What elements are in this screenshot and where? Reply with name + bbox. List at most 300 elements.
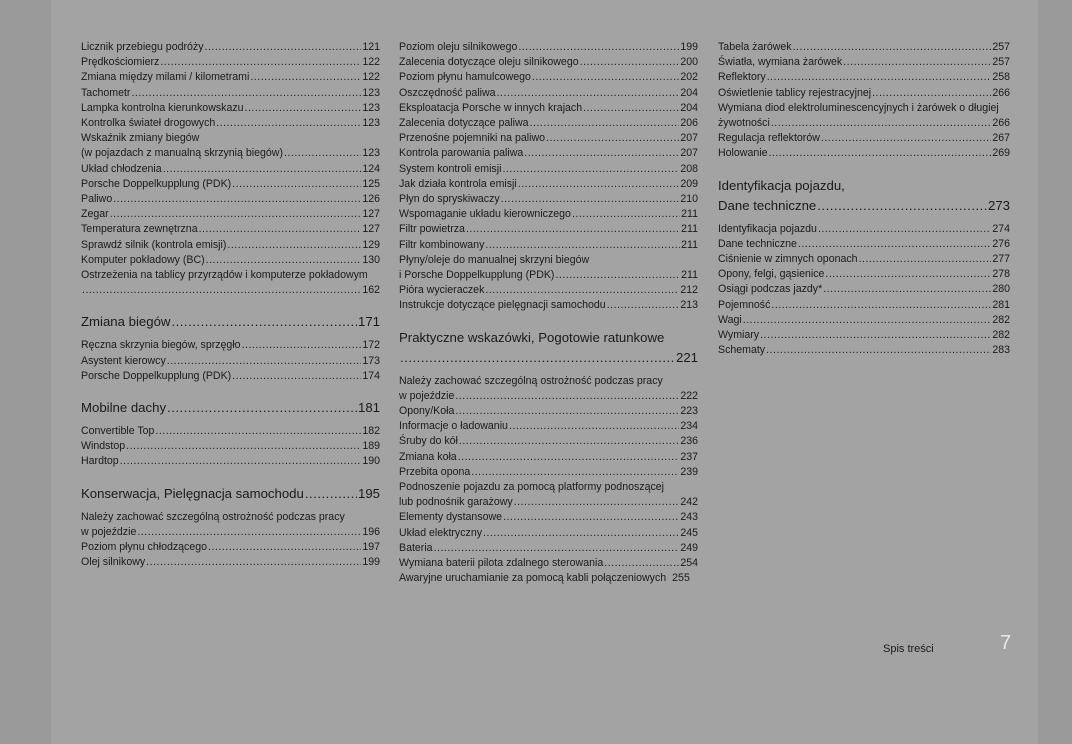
toc-entry	[399, 283, 698, 298]
dot-leader	[514, 495, 680, 510]
toc-entry-title: Informacje o ładowaniu	[399, 420, 508, 433]
toc-page-number: 211	[681, 208, 698, 221]
toc-entry	[399, 238, 698, 253]
dot-leader	[604, 556, 679, 571]
toc-entry-title: Zegar	[81, 208, 109, 221]
dot-leader	[743, 313, 992, 328]
toc-entry-title: Oszczędność paliwa	[399, 86, 496, 99]
dot-leader	[163, 162, 362, 177]
toc-entry-title: Convertible Top	[81, 425, 155, 438]
toc-entry-title-line: Identyfikacja pojazdu,	[718, 177, 845, 193]
toc-entry-title: Reflektory	[718, 71, 766, 84]
dot-leader	[583, 101, 679, 116]
toc-entry-title: Awaryjne uruchamianie za pomocą kabli połączeniowych	[399, 572, 667, 585]
toc-entry-title: Poziom płynu chłodzącego	[81, 541, 208, 554]
toc-entry	[81, 162, 380, 177]
dot-leader	[455, 389, 679, 404]
toc-page-number: 222	[680, 389, 698, 402]
toc-entry-title: Zalecenia dotyczące paliwa	[399, 117, 529, 130]
dot-leader	[146, 555, 361, 570]
toc-page-number: 125	[362, 177, 380, 190]
toc-entry-title: Schematy	[718, 344, 766, 357]
dot-leader	[120, 454, 362, 469]
toc-page-number: 204	[680, 86, 698, 99]
toc-entry-title: Filtr kombinowany	[399, 238, 485, 251]
toc-column-2	[399, 40, 698, 587]
dot-leader	[126, 439, 361, 454]
dot-leader	[580, 55, 680, 70]
dot-leader	[509, 419, 679, 434]
toc-entry-title-line: Ostrzeżenia na tablicy przyrządów i komputerze pokładowym	[81, 269, 368, 282]
toc-entry-title-line: Podnoszenie pojazdu za pomocą platformy podnoszącej	[399, 481, 665, 494]
toc-entry-title: Bateria	[399, 541, 433, 554]
toc-page-number: 129	[362, 238, 380, 251]
toc-page-number: 122	[362, 56, 380, 69]
toc-entry-title: Układ elektryczny	[399, 526, 483, 539]
dot-leader	[131, 86, 361, 101]
toc-entry	[81, 338, 380, 353]
toc-entry-title: Olej silnikowy	[81, 556, 146, 569]
toc-page-number: 196	[362, 525, 380, 538]
toc-page-number: 267	[992, 132, 1010, 145]
dot-leader	[823, 282, 991, 297]
dot-leader	[216, 116, 361, 131]
toc-page-number: 274	[992, 222, 1010, 235]
toc-entry	[399, 70, 698, 85]
toc-entry-title: Oświetlenie tablicy rejestracyjnej	[718, 86, 872, 99]
toc-page-number: 242	[680, 496, 698, 509]
dot-leader	[771, 298, 991, 313]
toc-entry-title: Zmiana koła	[399, 450, 457, 463]
toc-page-number: 200	[680, 56, 698, 69]
dot-leader	[206, 253, 362, 268]
dot-leader	[113, 192, 361, 207]
toc-page-number: 237	[680, 450, 698, 463]
toc-entry-title: Wymiana baterii pilota zdalnego sterowania	[399, 557, 604, 570]
toc-page-number: 124	[362, 162, 380, 175]
dot-leader	[485, 283, 679, 298]
toc-entry-title-line: Wskaźnik zmiany biegów	[81, 132, 200, 145]
toc-entry-title: Układ chłodzenia	[81, 162, 162, 175]
toc-page-number: 258	[992, 71, 1010, 84]
toc-page-number: 162	[362, 284, 380, 297]
toc-page-number: 207	[680, 132, 698, 145]
toc-entry	[718, 101, 1010, 131]
toc-entry-title-line: Należy zachować szczególną ostrożność podczas pracy	[399, 374, 663, 387]
toc-entry-title: Eksploatacja Porsche w innych krajach	[399, 101, 583, 114]
page-number: 7	[1000, 632, 1012, 654]
dot-leader	[768, 146, 991, 161]
toc-entry	[399, 55, 698, 70]
toc-entry-title: Windstop	[81, 440, 126, 453]
toc-entry-title: Prędkościomierz	[81, 56, 160, 69]
toc-entry-title-line: Praktyczne wskazówki, Pogotowie ratunkowe	[399, 329, 665, 345]
toc-entry	[718, 86, 1010, 101]
dot-leader	[232, 177, 361, 192]
toc-page-number: 257	[992, 56, 1010, 69]
toc-page-number: 221	[675, 349, 698, 365]
toc-entry	[718, 267, 1010, 282]
toc-page-number: 277	[992, 253, 1010, 266]
dot-leader	[458, 450, 680, 465]
toc-entry-title: Sprawdź silnik (kontrola emisji)	[81, 238, 227, 251]
toc-entry-title: Wagi	[718, 313, 742, 326]
toc-entry-title: Licznik przebiegu podróży	[81, 41, 204, 53]
toc-page-number: 243	[680, 511, 698, 524]
toc-page-number: 199	[362, 556, 380, 569]
toc-entry-title: Lampka kontrolna kierunkowskazu	[81, 101, 244, 114]
toc-page-number: 276	[992, 237, 1010, 250]
toc-entry-title: Instrukcje dotyczące pielęgnacji samochodu	[399, 299, 606, 312]
dot-leader	[872, 86, 991, 101]
toc-entry-title: Regulacja reflektorów	[718, 132, 820, 145]
toc-page-number: 282	[992, 329, 1010, 342]
dot-leader	[459, 434, 679, 449]
toc-section-heading	[718, 176, 1010, 216]
toc-page-number: 204	[680, 101, 698, 114]
toc-page-number: 207	[680, 147, 698, 160]
toc-section-heading	[81, 398, 380, 418]
toc-entry	[718, 343, 1010, 358]
dot-leader	[532, 70, 679, 85]
toc-entry-title: (w pojazdach z manualną skrzynią biegów)	[81, 147, 283, 160]
dot-leader	[155, 424, 361, 439]
dot-leader	[825, 267, 991, 282]
dot-leader	[843, 55, 991, 70]
toc-entry-title: System kontroli emisji	[399, 162, 502, 175]
toc-entry	[399, 298, 698, 313]
toc-page-number: 174	[362, 369, 380, 382]
dot-leader	[199, 222, 362, 237]
toc-page-number: 236	[680, 435, 698, 448]
toc-entry	[399, 101, 698, 116]
toc-page-number: 208	[680, 162, 698, 175]
toc-entry-title: Komputer pokładowy (BC)	[81, 253, 205, 266]
toc-page-number: 122	[362, 71, 380, 84]
toc-entry	[81, 86, 380, 101]
toc-page-number: 206	[680, 117, 698, 130]
toc-entry	[81, 207, 380, 222]
toc-entry	[81, 238, 380, 253]
toc-entry-title-line: Wymiana diod elektroluminescencyjnych i żarówek o długiej	[718, 101, 999, 114]
toc-entry	[718, 313, 1010, 328]
toc-entry-title: i Porsche Doppelkupplung (PDK)	[399, 269, 555, 282]
toc-entry-title: Zmiana między milami / kilometrami	[81, 71, 250, 84]
dot-leader	[284, 146, 361, 161]
toc-page-number: 123	[362, 117, 380, 130]
toc-entry	[399, 374, 698, 404]
toc-section-heading	[81, 484, 380, 504]
toc-entry-title: Konserwacja, Pielęgnacja samochodu	[81, 485, 304, 501]
toc-entry	[399, 162, 698, 177]
dot-leader	[793, 40, 992, 55]
toc-entry-title: Temperatura zewnętrzna	[81, 223, 198, 236]
toc-page-number: 127	[362, 208, 380, 221]
toc-entry-title: Pojemność	[718, 298, 771, 311]
toc-entry-title: Ciśnienie w zimnych oponach	[718, 253, 858, 266]
toc-entry-title: Ręczna skrzynia biegów, sprzęgło	[81, 339, 241, 352]
dot-leader	[485, 238, 680, 253]
toc-entry-title: Osiągi podczas jazdy*	[718, 283, 823, 296]
dot-leader	[471, 465, 679, 480]
toc-entry-title: Holowanie	[718, 147, 768, 160]
toc-page-number: 123	[362, 101, 380, 114]
toc-page-number: 190	[362, 455, 380, 468]
toc-page-number: 280	[992, 283, 1010, 296]
toc-entry	[399, 146, 698, 161]
dot-leader	[821, 131, 991, 146]
toc-entry	[81, 268, 380, 298]
toc-entry	[718, 55, 1010, 70]
toc-entry	[399, 434, 698, 449]
toc-entry	[81, 192, 380, 207]
toc-page-number: 234	[680, 420, 698, 433]
dot-leader	[817, 196, 987, 216]
dot-leader	[250, 70, 361, 85]
toc-entry-title: Porsche Doppelkupplung (PDK)	[81, 369, 232, 382]
toc-entry-title: lub podnośnik garażowy	[399, 496, 513, 509]
toc-entry-title: Tachometr	[81, 86, 131, 99]
dot-leader	[497, 86, 680, 101]
toc-page-number: 211	[681, 269, 698, 282]
dot-leader	[572, 207, 680, 222]
toc-entry-title: Paliwo	[81, 193, 113, 206]
dot-leader	[503, 510, 679, 525]
toc-entry	[399, 541, 698, 556]
toc-page-number: 211	[681, 238, 698, 251]
toc-entry	[718, 282, 1010, 297]
toc-section-heading	[399, 328, 698, 368]
dot-leader	[232, 369, 361, 384]
toc-entry	[718, 328, 1010, 343]
toc-page-number: 199	[680, 41, 698, 53]
toc-page-number: 173	[362, 354, 380, 367]
toc-entry-title: Przebita opona	[399, 465, 471, 478]
dot-leader	[434, 541, 680, 556]
toc-entry	[399, 222, 698, 237]
toc-entry-title: Elementy dystansowe	[399, 511, 503, 524]
toc-entry	[399, 177, 698, 192]
dot-leader	[82, 283, 361, 298]
dot-leader	[766, 343, 991, 358]
toc-entry	[718, 70, 1010, 85]
toc-entry-title: żywotności	[718, 117, 770, 130]
toc-page-number: 255	[672, 572, 690, 585]
toc-entry	[81, 253, 380, 268]
dot-leader	[167, 354, 362, 369]
toc-page-number: 209	[680, 177, 698, 190]
toc-entry-title: w pojeździe	[81, 525, 137, 538]
footer-label: Spis treści	[883, 643, 934, 655]
toc-entry-title: Mobilne dachy	[81, 400, 167, 416]
toc-page-number: 211	[681, 223, 698, 236]
toc-entry	[399, 40, 698, 55]
dot-leader	[501, 192, 680, 207]
toc-page-number: 283	[992, 344, 1010, 357]
dot-leader	[524, 146, 679, 161]
toc-section-heading	[81, 312, 380, 332]
toc-entry	[399, 253, 698, 283]
toc-entry-title: Jak działa kontrola emisji	[399, 177, 517, 190]
dot-leader	[555, 268, 680, 283]
toc-page-number: 127	[362, 223, 380, 236]
toc-page-number: 249	[680, 541, 698, 554]
toc-page-number: 213	[680, 299, 698, 312]
dot-leader	[455, 404, 679, 419]
toc-entry-title: Porsche Doppelkupplung (PDK)	[81, 177, 232, 190]
toc-entry	[718, 146, 1010, 161]
dot-leader	[466, 222, 680, 237]
dot-leader	[110, 207, 362, 222]
toc-page-number: 171	[357, 314, 380, 330]
toc-entry	[399, 116, 698, 131]
toc-entry-title: Hardtop	[81, 455, 119, 468]
toc-column-3	[718, 40, 1010, 358]
toc-entry	[718, 298, 1010, 313]
toc-entry	[399, 526, 698, 541]
dot-leader	[205, 40, 362, 55]
toc-page-number: 123	[362, 86, 380, 99]
toc-entry	[399, 86, 698, 101]
dot-leader	[518, 177, 680, 192]
toc-page-number: 273	[987, 197, 1010, 213]
toc-entry	[81, 40, 380, 55]
toc-entry	[81, 510, 380, 540]
dot-leader	[530, 116, 680, 131]
toc-column-1	[81, 40, 380, 570]
toc-page-number: 202	[680, 71, 698, 84]
toc-entry-title: Światła, wymiana żarówek	[718, 56, 843, 69]
toc-entry	[81, 439, 380, 454]
toc-page-number: 282	[992, 313, 1010, 326]
toc-entry-title: Wymiary	[718, 329, 760, 342]
toc-entry	[81, 131, 380, 161]
toc-page-number: 126	[362, 193, 380, 206]
toc-entry	[81, 354, 380, 369]
toc-entry	[718, 131, 1010, 146]
toc-page-number: 239	[680, 465, 698, 478]
toc-entry	[399, 192, 698, 207]
toc-entry-title: Pióra wycieraczek	[399, 284, 485, 297]
dot-leader	[227, 238, 361, 253]
dot-leader	[767, 70, 992, 85]
toc-page-number: 195	[357, 485, 380, 501]
dot-leader	[607, 298, 680, 313]
toc-entry	[399, 419, 698, 434]
toc-entry	[81, 222, 380, 237]
dot-leader	[305, 484, 357, 504]
toc-entry	[399, 404, 698, 419]
toc-entry	[81, 454, 380, 469]
toc-entry	[399, 131, 698, 146]
dot-leader	[760, 328, 991, 343]
toc-entry	[399, 480, 698, 510]
toc-entry	[81, 540, 380, 555]
toc-entry-title: Filtr powietrza	[399, 223, 465, 236]
toc-entry-title: Śruby do kół	[399, 435, 458, 448]
dot-leader	[208, 540, 361, 555]
toc-page-number: 245	[680, 526, 698, 539]
toc-entry-title-line: Płyny/oleje do manualnej skrzyni biegów	[399, 253, 590, 266]
dot-leader	[798, 237, 991, 252]
dot-leader	[502, 162, 679, 177]
dot-leader	[245, 101, 362, 116]
toc-entry	[81, 369, 380, 384]
dot-leader	[483, 526, 679, 541]
toc-entry	[81, 116, 380, 131]
toc-entry-title: Kontrolka świateł drogowych	[81, 117, 216, 130]
toc-entry	[718, 222, 1010, 237]
toc-entry-title-line: Należy zachować szczególną ostrożność podczas pracy	[81, 510, 345, 523]
dot-leader	[771, 116, 992, 131]
toc-page-number: 189	[362, 440, 380, 453]
toc-entry-title: Dane techniczne	[718, 197, 817, 213]
toc-entry-title: Zalecenia dotyczące oleju silnikowego	[399, 56, 579, 69]
toc-entry	[81, 177, 380, 192]
toc-page-number: 210	[680, 193, 698, 206]
toc-entry	[718, 40, 1010, 55]
toc-entry	[81, 424, 380, 439]
toc-entry-title: Przenośne pojemniki na paliwo	[399, 132, 546, 145]
dot-leader	[518, 40, 679, 55]
dot-leader	[546, 131, 679, 146]
toc-page-number: 212	[680, 284, 698, 297]
toc-entry	[399, 207, 698, 222]
toc-entry	[399, 510, 698, 525]
toc-entry	[399, 556, 698, 571]
dot-leader	[137, 525, 361, 540]
toc-page-number: 121	[362, 41, 380, 53]
toc-page-number: 223	[680, 405, 698, 418]
toc-page-number: 266	[992, 117, 1010, 130]
dot-leader	[160, 55, 361, 70]
toc-entry	[399, 571, 698, 586]
toc-entry-title: Poziom oleju silnikowego	[399, 41, 518, 53]
toc-entry-title: Płyn do spryskiwaczy	[399, 193, 500, 206]
toc-entry-title: Kontrola parowania paliwa	[399, 147, 524, 160]
toc-page-number: 172	[362, 339, 380, 352]
toc-entry	[718, 252, 1010, 267]
toc-page-number: 269	[992, 147, 1010, 160]
toc-page-number: 123	[362, 147, 380, 160]
toc-entry	[399, 450, 698, 465]
toc-page-number: 281	[992, 298, 1010, 311]
toc-page-number: 254	[680, 557, 698, 570]
toc-page-number: 257	[992, 41, 1010, 53]
toc-entry-title: Opony/Koła	[399, 405, 455, 418]
toc-entry-title: Asystent kierowcy	[81, 354, 166, 367]
toc-entry-title: Dane techniczne	[718, 237, 797, 250]
toc-entry	[718, 237, 1010, 252]
toc-page-number: 181	[357, 400, 380, 416]
dot-leader	[818, 222, 991, 237]
toc-page-number: 197	[362, 541, 380, 554]
toc-entry-title: Zmiana biegów	[81, 314, 171, 330]
toc-page-number: 182	[362, 425, 380, 438]
dot-leader	[167, 398, 357, 418]
toc-page-number: 130	[362, 253, 380, 266]
toc-entry-title: Tabela żarówek	[718, 41, 792, 53]
dot-leader	[859, 252, 992, 267]
dot-leader	[171, 312, 357, 332]
toc-entry	[81, 55, 380, 70]
toc-entry	[81, 555, 380, 570]
toc-entry-title: Wspomaganie układu kierowniczego	[399, 208, 571, 221]
toc-page-number: 278	[992, 268, 1010, 281]
toc-entry-title: Poziom płynu hamulcowego	[399, 71, 531, 84]
dot-leader	[242, 338, 362, 353]
toc-entry-title: w pojeździe	[399, 389, 455, 402]
